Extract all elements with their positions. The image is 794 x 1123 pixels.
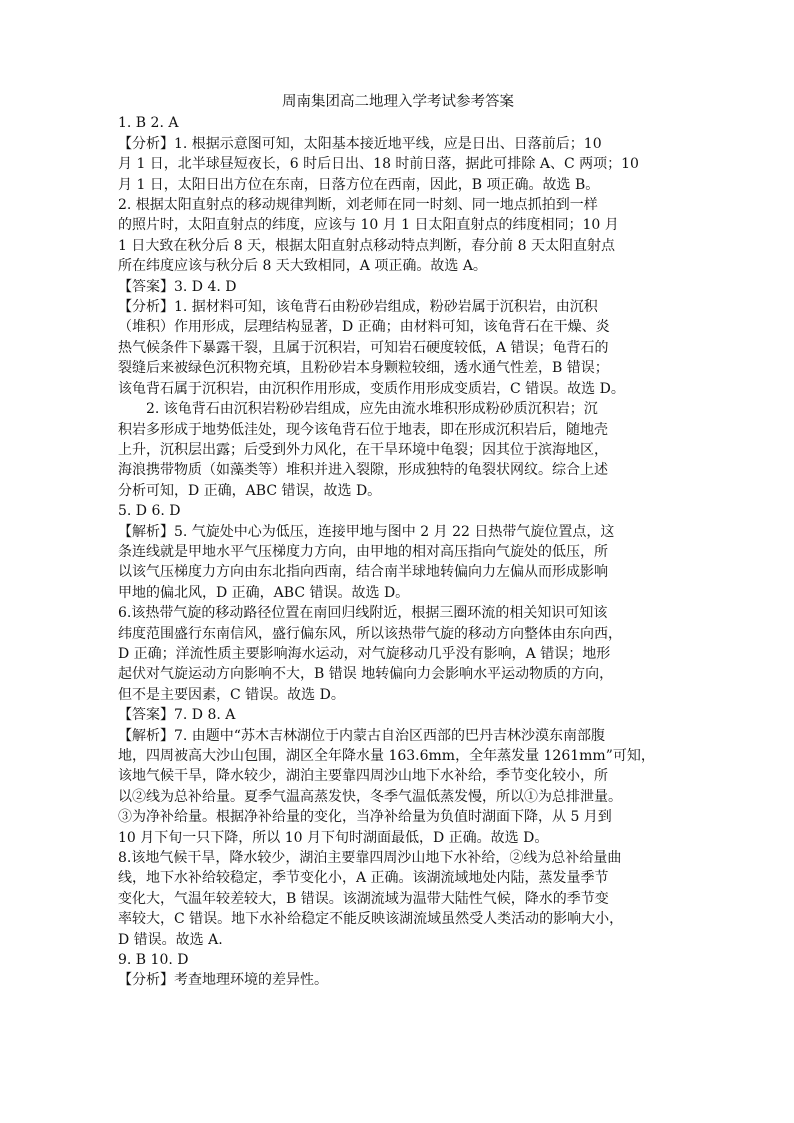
answer-document [118, 92, 678, 991]
text-line: 1. B 2. A [118, 115, 179, 132]
text-line: 纬度范围盛行东南信风，盛行偏东风，所以该热带气旋的移动方向整体由东向西， [118, 625, 622, 642]
text-line: 所在纬度应该与秋分后 8 天大致相同，A 项正确。故选 A。 [118, 258, 487, 275]
text-line: 地，四周被高大沙山包围，湖区全年降水量 163.6mm，全年蒸发量 1261mm”可知， [118, 748, 655, 764]
document-body [118, 113, 678, 990]
text-line: 甲地的偏北风，D 正确，ABC 错误。故选 D。 [118, 584, 410, 601]
text-line: 裂缝后来被绿色沉积物充填，且粉砂岩本身颗粒较细，透水通气性差，B 错误； [118, 360, 609, 377]
text-line: 【分析】1. 根据示意图可知，太阳基本接近地平线，应是日出、日落前后；10 [118, 135, 602, 152]
text-line: 5. D 6. D [118, 503, 181, 520]
text-line: 热气候条件下暴露干裂，且属于沉积岩，可知岩石硬度较低，A 错误；龟背石的 [118, 339, 609, 356]
text-line: 线，地下水补给较稳定，季节变化小，A 正确。该湖流域地处内陆，蒸发量季节 [118, 870, 609, 887]
text-line: 该地气候干旱，降水较少，湖泊主要靠四周沙山地下水补给，季节变化较小，所 [118, 768, 608, 785]
text-line: （堆积）作用形成，层理结构显著，D 正确；由材料可知，该龟背石在干燥、炎 [118, 319, 610, 336]
text-line: 【解析】5. 气旋处中心为低压，连接甲地与图中 2 月 22 日热带气旋位置点，这 [118, 523, 615, 540]
text-line: 1 日大致在秋分后 8 天，根据太阳直射点移动特点判断，春分前 8 天太阳直射点 [118, 237, 615, 254]
text-line: 【答案】3. D 4. D [118, 278, 237, 295]
text-line: 以②线为总补给量。夏季气温高蒸发快，冬季气温低蒸发慢，所以①为总排泄量。 [118, 788, 622, 805]
text-line: 变化大，气温年较差较大，B 错误。该湖流域为温带大陆性气候，降水的季节变 [118, 890, 609, 907]
text-line: 的照片时，太阳直射点的纬度，应该与 10 月 1 日太阳直射点的纬度相同；10 月 [118, 217, 619, 234]
text-line: ③为净补给量。根据净补给量的变化，当净补给量为负值时湖面下降，从 5 月到 [118, 809, 612, 826]
text-line: 6.该热带气旋的移动路径位置在南回归线附近，根据三圈环流的相关知识可知该 [118, 605, 608, 622]
text-line: 月 1 日，太阳日出方位在东南，日落方位在西南，因此，B 项正确。故选 B。 [118, 176, 600, 193]
text-line: 上升，沉积层出露；后受到外力风化，在干旱环境中龟裂；因其位于滨海地区， [118, 441, 608, 458]
text-line: 【分析】1. 据材料可知，该龟背石由粉砂岩组成，粉砂岩属于沉积岩，由沉积 [118, 299, 598, 316]
text-line: 海浪携带物质（如藻类等）堆积并进入裂隙，形成独特的龟裂状网纹。综合上述 [118, 462, 608, 479]
page-title: 周南集团高二地理入学考试参考答案 [282, 94, 514, 110]
text-line: 2. 该龟背石由沉积岩粉砂岩组成，应先由流水堆积形成粉砂质沉积岩；沉 [146, 401, 598, 418]
text-line: 【解析】7. 由题中“苏木吉林湖位于内蒙古自治区西部的巴丹吉林沙漠东南部腹 [118, 727, 605, 744]
text-line: D 正确；洋流性质主要影响海水运动，对气旋移动几乎没有影响，A 错误；地形 [118, 645, 611, 662]
text-line: 但不是主要因素，C 错误。故选 D。 [118, 686, 345, 703]
text-line: 分析可知，D 正确，ABC 错误，故选 D。 [118, 482, 382, 499]
text-line: 10 月下旬一只下降，所以 10 月下旬时湖面最低，D 正确。故选 D。 [118, 829, 549, 846]
text-line: 【答案】7. D 8. A [118, 707, 236, 724]
text-line: 以该气压梯度力方向由东北指向西南，结合南半球地转偏向力左偏从而形成影响 [118, 564, 608, 581]
text-line: 月 1 日，北半球昼短夜长，6 时后日出、18 时前日落，据此可排除 A、C 两项；10 [118, 156, 639, 173]
text-line: 9. B 10. D [118, 952, 189, 969]
text-line: D 错误。故选 A. [118, 931, 223, 948]
text-line: 率较大，C 错误。地下水补给稳定不能反映该湖流域虽然受人类活动的影响大小， [118, 911, 624, 928]
text-line: 【分析】考查地理环境的差异性。 [118, 972, 328, 989]
text-line: 该龟背石属于沉积岩，由沉积作用形成，变质作用形成变质岩，C 错误。故选 D。 [118, 380, 625, 397]
text-line: 2. 根据太阳直射点的移动规律判断，刘老师在同一时刻、同一地点抓拍到一样 [118, 197, 598, 214]
text-line: 条连线就是甲地水平气压梯度力方向，由甲地的相对高压指向气旋处的低压，所 [118, 543, 608, 560]
text-line: 8.该地气候干旱，降水较少，湖泊主要靠四周沙山地下水补给，②线为总补给量曲 [118, 850, 622, 867]
text-line: 积岩多形成于地势低洼处，现今该龟背石位于地表，即在形成沉积岩后，随地壳 [118, 421, 608, 438]
text-line: 起伏对气旋运动方向影响不大，B 错误 地转偏向力会影响水平运动物质的方向， [118, 666, 614, 683]
